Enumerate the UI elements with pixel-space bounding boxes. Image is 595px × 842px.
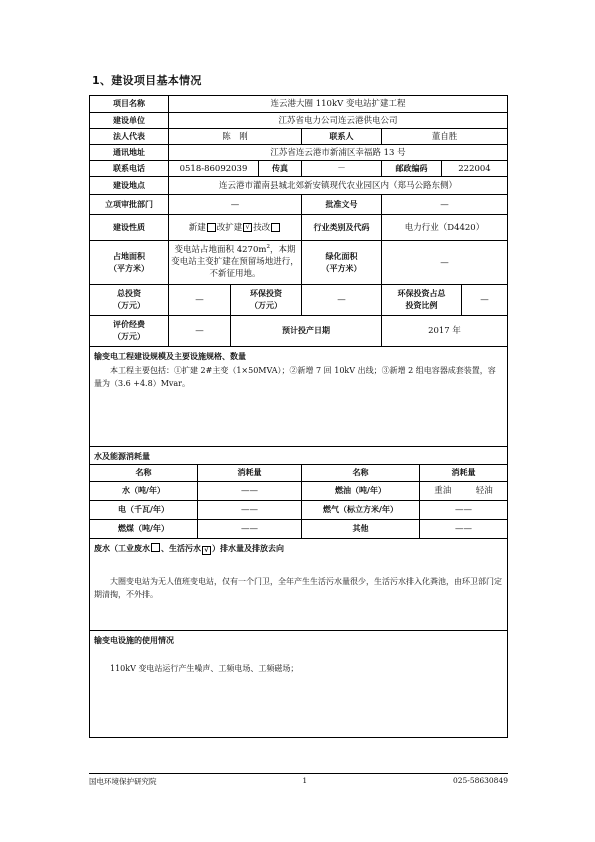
builder-value: 江苏省电力公司连云港供电公司 [168, 113, 507, 128]
nature-new-text: 新建 [188, 222, 206, 233]
env-ratio-value: — [461, 285, 507, 315]
scale-text: 本工程主要包括：①扩建 2#主变（1×50MVA）；②新增 7 回 10kV 出线；③新增 2 组电容器成套装置，容量为（3.6 +4.8）Mvar。 [94, 366, 496, 388]
approval-doc-label: 批准文号 [301, 195, 381, 214]
contact-value: 董自胜 [381, 129, 507, 144]
location-label: 建设地点 [113, 180, 145, 190]
footer-institute: 国电环境保护研究院 [89, 777, 157, 786]
other-value: —— [419, 520, 507, 538]
legal-rep-label: 法人代表 [113, 131, 145, 141]
row-address [90, 144, 507, 160]
env-ratio-line2: 投资比例 [405, 301, 438, 310]
location-value: 连云港市灌南县城北郊新安镇现代农业园区内（郑马公路东侧） [168, 177, 507, 194]
fuel-oil-label: 燃油（吨/年） [301, 482, 419, 500]
env-invest-line1: 环保投资 [250, 289, 282, 298]
row-location [90, 176, 507, 194]
usage-section [90, 630, 507, 737]
area-value-sup: 2 [266, 244, 270, 251]
env-invest-label [230, 285, 301, 315]
domestic-waste-checkbox: √ [202, 546, 211, 555]
energy-header-row [90, 464, 507, 481]
area-value-text1: 变电站占地面积 4270m [174, 245, 267, 255]
postcode-label: 邮政编码 [381, 161, 441, 176]
builder-label: 建设单位 [113, 115, 145, 125]
row-evaluation [90, 315, 507, 346]
waste-title-part2: 、生活污水 [161, 544, 201, 553]
evaluation-value: — [168, 316, 230, 346]
waste-title [90, 539, 507, 557]
nature-new-checkbox [207, 223, 216, 232]
row-investment [90, 284, 507, 315]
nature-modify-checkbox: √ [243, 223, 252, 232]
nature-tech-text: 技改 [253, 222, 271, 233]
env-invest-line2: （万元） [250, 301, 282, 310]
waste-title-part1: 废水（工业废水 [94, 544, 150, 553]
green-area-value: — [381, 241, 507, 284]
env-ratio-line1: 环保投资占总 [397, 289, 446, 298]
project-name-value: 连云港大圈 110kV 变电站扩建工程 [168, 96, 507, 112]
evaluation-label-line2: （万元） [113, 332, 145, 341]
project-info-table [89, 95, 508, 738]
usage-text: 110kV 变电站运行产生噪声、工频电场、工频磁场； [110, 664, 299, 673]
waste-title-part3: ）排水量及排放去向 [212, 544, 284, 553]
area-label [90, 241, 168, 284]
approval-dept-value: — [168, 195, 301, 214]
total-invest-line1: 总投资 [117, 289, 141, 298]
area-label-line2: （平方米） [109, 263, 149, 273]
row-project-name [90, 96, 507, 112]
area-value-text2: ，本期变电站主变扩建在预留场地进行，不新征用地。 [171, 245, 299, 279]
coal-label: 燃煤（吨/年） [118, 524, 169, 533]
row-builder [90, 112, 507, 128]
area-label-line1: 占地面积 [113, 251, 145, 261]
scale-title: 输变电工程建设规模及主要设施规格、数量 [94, 352, 246, 361]
heavy-oil: 重油 [434, 486, 452, 496]
row-area [90, 240, 507, 284]
address-label: 通讯地址 [113, 147, 145, 157]
page-footer [89, 773, 508, 787]
row-approval [90, 194, 507, 214]
production-date-value: 2017 年 [381, 316, 507, 346]
elec-value: —— [197, 501, 301, 519]
energy-header-amount: 消耗量 [197, 465, 301, 481]
env-ratio-label [381, 285, 461, 315]
coal-value: —— [197, 520, 301, 538]
area-value [168, 241, 301, 284]
phone-label: 联系电话 [113, 163, 145, 173]
nature-value [168, 215, 301, 240]
fuel-oil-value [419, 482, 507, 500]
energy-header-amount2: 消耗量 [419, 465, 507, 481]
waste-section [90, 538, 507, 630]
energy-header-name2: 名称 [301, 465, 419, 481]
energy-title-row [90, 446, 507, 464]
evaluation-label-line1: 评价经费 [113, 320, 145, 329]
waste-text: 大圈变电站为无人值班变电站，仅有一个门卫，全年产生生活污水量很少，生活污水排入化粪池，由环卫部门定期清掏，不外排。 [94, 577, 502, 599]
legal-rep-value: 陈 刚 [168, 129, 301, 144]
light-oil: 轻油 [475, 486, 493, 496]
industry-label: 行业类别及代码 [301, 215, 381, 240]
postcode-value: 222004 [441, 161, 507, 176]
energy-title: 水及能源消耗量 [94, 452, 150, 461]
address-value: 江苏省连云港市新浦区幸福路 13 号 [168, 145, 507, 160]
elec-label: 电（千瓦/年） [118, 505, 169, 514]
gas-value: —— [419, 501, 507, 519]
row-phone [90, 160, 507, 176]
section-heading: 1、建设项目基本情况 [92, 74, 202, 87]
gas-label: 燃气（标立方米/年） [301, 501, 419, 519]
row-nature [90, 214, 507, 240]
green-label-line2: （平方米） [321, 263, 362, 273]
env-invest-value: — [301, 285, 381, 315]
water-value: —— [197, 482, 301, 500]
phone-value: 0518-86092039 [168, 161, 258, 176]
green-area-label [301, 241, 381, 284]
total-invest-value: — [168, 285, 230, 315]
scale-section [90, 346, 507, 446]
fax-label: 传真 [258, 161, 301, 176]
usage-title: 输变电设施的使用情况 [94, 636, 174, 645]
production-date-label: 预计投产日期 [230, 316, 381, 346]
footer-phone: 025-58630849 [452, 776, 508, 785]
total-invest-line2: （万元） [113, 301, 145, 310]
nature-modify-text: 改扩建 [216, 222, 243, 233]
nature-label: 建设性质 [113, 222, 145, 232]
total-invest-label [90, 285, 168, 315]
approval-dept-label: 立项审批部门 [105, 199, 153, 209]
energy-header-name: 名称 [135, 468, 152, 477]
water-label: 水（吨/年） [122, 486, 165, 495]
evaluation-label [90, 316, 168, 346]
page-number: 1 [302, 776, 308, 785]
energy-row-water [90, 481, 507, 500]
energy-row-coal [90, 519, 507, 538]
fax-value: － [301, 161, 381, 176]
approval-doc-value: — [381, 195, 507, 214]
nature-tech-checkbox [271, 223, 280, 232]
other-label: 其他 [301, 520, 419, 538]
industrial-waste-checkbox [151, 543, 160, 552]
green-label-line1: 绿化面积 [325, 251, 358, 261]
contact-label: 联系人 [301, 129, 381, 144]
project-name-label: 项目名称 [113, 99, 145, 108]
energy-row-elec [90, 500, 507, 519]
row-legal-rep [90, 128, 507, 144]
industry-value: 电力行业（D4420） [381, 215, 507, 240]
